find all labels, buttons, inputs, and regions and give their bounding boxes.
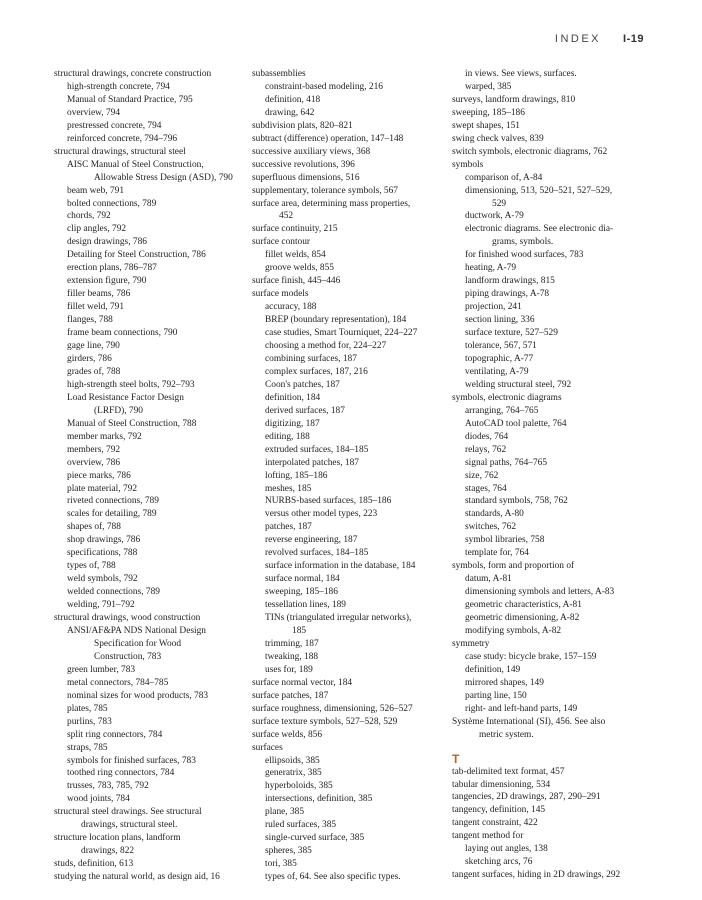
index-subentry: tessellation lines, 189 [265,600,346,611]
index-subentry: high-strength concrete, 794 [67,81,170,92]
index-subentry: AutoCAD tool palette, 764 [465,418,567,429]
index-subentry: sketching arcs, 76 [465,857,533,868]
index-column-1 [54,68,246,884]
index-subentry: choosing a method for, 224–227 [265,341,387,352]
index-entry: subtract (difference) operation, 147–148 [252,133,404,144]
index-subentry: plane, 385 [265,807,305,818]
index-subentry: definition, 418 [265,94,321,105]
index-subentry: Allowable Stress Design (ASD), 790 [94,172,233,183]
index-subentry: revolved surfaces, 184–185 [265,548,369,559]
index-subentry: trimming, 187 [265,638,319,649]
index-subentry: ANSI/AF&PA NDS National Design [67,625,206,636]
index-entry: subdivision plats, 820–821 [252,120,353,131]
index-subentry: grams, symbols. [492,237,554,248]
index-subentry: standard symbols, 758, 762 [465,496,568,507]
index-subentry: topographic, A-77 [465,353,534,364]
index-entry: structure location plans, landform [54,833,181,844]
section-letter: T [452,751,460,766]
index-subentry: Manual of Standard Practice, 795 [67,94,193,105]
index-subentry: beam web, 791 [67,185,125,196]
index-entry: tangency, definition, 145 [452,805,546,816]
index-subentry: single-curved surface, 385 [265,833,365,844]
index-subentry: piece marks, 786 [67,470,131,481]
index-subentry: laying out angles, 138 [465,844,548,855]
index-subentry: specifications, 788 [67,548,138,559]
index-entry: surface contour [252,237,311,248]
index-subentry: lofting, 185–186 [265,470,328,481]
index-subentry: landform drawings, 815 [465,276,555,287]
index-subentry: ventilating, A-79 [465,366,529,377]
index-subentry: digitizing, 187 [265,418,320,429]
index-subentry: overview, 794 [67,107,121,118]
index-entry: tab-delimited text format, 457 [452,766,565,777]
index-subentry: toothed ring connectors, 784 [67,768,175,779]
index-subentry: fillet weld, 791 [67,302,125,313]
index-subentry: member marks, 792 [67,431,142,442]
index-subentry: straps, 785 [67,742,108,753]
index-subentry: geometric dimensioning, A-82 [465,613,580,624]
index-subentry: spheres, 385 [265,846,312,857]
index-subentry: flanges, 788 [67,315,113,326]
index-subentry: hyperboloids, 385 [265,781,333,792]
index-subentry: surface information in the database, 184 [265,561,416,572]
index-entry: structural drawings, concrete construction [54,69,212,79]
index-subentry: mirrored shapes, 149 [465,677,544,688]
index-subentry: parting line, 150 [465,690,527,701]
index-subentry: plate material, 792 [67,483,138,494]
index-subentry: case studies, Smart Tourniquet, 224–227 [265,328,418,339]
index-subentry: NURBS-based surfaces, 185–186 [265,496,392,507]
index-entry: surface area, determining mass properties, [252,198,411,209]
index-subentry: diodes, 764 [465,431,509,442]
index-subentry: Load Resistance Factor Design [67,392,184,403]
index-column-2 [252,68,448,884]
index-subentry: scales for detailing, 789 [67,509,157,520]
index-subentry: drawings, 822 [81,846,135,857]
index-subentry: patches, 187 [265,522,312,533]
index-subentry: members, 792 [67,444,121,455]
index-subentry: bolted connections, 789 [67,198,157,209]
index-subentry: standards, A-80 [465,509,524,520]
index-subentry: metal connectors, 784–785 [67,677,169,688]
index-subentry: design drawings, 786 [67,237,147,248]
index-subentry: surface texture, 527–529 [465,328,558,339]
index-column-3 [452,68,652,882]
index-subentry: dimensioning symbols and letters, A-83 [465,587,615,598]
index-subentry: wood joints, 784 [67,794,130,805]
index-subentry: electronic diagrams. See electronic dia- [465,224,614,235]
index-subentry: warped, 385 [465,81,512,92]
index-subentry: types of, 64. See also specific types. [265,872,401,883]
index-subentry: groove welds, 855 [265,263,334,274]
index-entry: surface roughness, dimensioning, 526–527 [252,703,413,714]
index-subentry: filler beams, 786 [67,289,131,300]
index-entry: surface patches, 187 [252,690,329,701]
index-entry: surface texture symbols, 527–528, 529 [252,716,398,727]
index-subentry: reinforced concrete, 794–796 [67,133,178,144]
index-subentry: interpolated patches, 187 [265,457,359,468]
index-entry: Système International (SI), 456. See also [452,716,606,727]
index-subentry: grades of, 788 [67,366,121,377]
index-subentry: Coon's patches, 187 [265,379,340,390]
header-title: INDEX [554,33,602,45]
index-entry: tangent surfaces, hiding in 2D drawings, 292 [452,870,621,881]
index-subentry: uses for, 189 [265,664,313,675]
index-entry: switch symbols, electronic diagrams, 762 [452,146,608,157]
index-entry: supplementary, tolerance symbols, 567 [252,185,398,196]
index-subentry: in views. See views, surfaces. [465,69,577,79]
index-subentry: Detailing for Steel Construction, 786 [67,250,206,261]
index-subentry: 452 [279,211,294,222]
index-subentry: piping drawings, A-78 [465,289,550,300]
index-subentry: trusses, 783, 785, 792 [67,781,149,792]
index-subentry: welding structural steel, 792 [465,379,572,390]
index-subentry: template for, 764 [465,548,529,559]
index-subentry: arranging, 764–765 [465,405,539,416]
index-subentry: Specification for Wood [94,638,182,649]
index-subentry: heating, A-79 [465,263,517,274]
index-entry: surveys, landform drawings, 810 [452,94,576,105]
index-entry: tangencies, 2D drawings, 287, 290–291 [452,792,601,803]
index-entry: structural drawings, wood construction [54,613,201,624]
index-entry: surfaces [252,742,283,753]
index-subentry: AISC Manual of Steel Construction, [67,159,204,170]
index-subentry: green lumber, 783 [67,664,136,675]
index-subentry: dimensioning, 513, 520–521, 527–529, [465,185,613,196]
index-entry: surface continuity, 215 [252,224,338,235]
index-subentry: sweeping, 185–186 [265,587,338,598]
index-subentry: overview, 786 [67,457,121,468]
index-subentry: welding, 791–792 [67,600,135,611]
index-subentry: constraint-based modeling, 216 [265,81,383,92]
index-subentry: metric system. [479,729,534,740]
index-subentry: stages, 764 [465,483,507,494]
index-subentry: Manual of Steel Construction, 788 [67,418,197,429]
index-entry: studying the natural world, as design aid, 16 [54,872,220,883]
index-subentry: 529 [492,198,507,209]
index-subentry: weld symbols, 792 [67,574,138,585]
index-subentry: generatrix, 385 [265,768,322,779]
index-subentry: girders, 786 [67,353,112,364]
index-subentry: case study: bicycle brake, 157–159 [465,651,597,662]
index-subentry: ductwork, A-79 [465,211,524,222]
index-subentry: versus other model types, 223 [265,509,378,520]
index-subentry: extension figure, 790 [67,276,147,287]
index-subentry: symbol libraries, 758 [465,535,545,546]
index-subentry: frame beam connections, 790 [67,328,178,339]
index-entry: tabular dimensioning, 534 [452,779,551,790]
index-subentry: tweaking, 188 [265,651,319,662]
index-subentry: editing, 188 [265,431,310,442]
index-subentry: riveted connections, 789 [67,496,159,507]
index-entry: successive revolutions, 396 [252,159,355,170]
index-subentry: welded connections, 789 [67,587,160,598]
index-subentry: complex surfaces, 187, 216 [265,366,368,377]
index-subentry: for finished wood surfaces, 783 [465,250,584,261]
index-subentry: symbols for finished surfaces, 783 [67,755,196,766]
index-subentry: nominal sizes for wood products, 783 [67,690,209,701]
index-subentry: definition, 184 [265,392,321,403]
running-header [555,33,644,45]
index-subentry: TINs (triangulated irregular networks), [265,613,412,624]
index-subentry: tori, 385 [265,859,297,870]
index-subentry: prestressed concrete, 794 [67,120,162,131]
index-subentry: drawing, 642 [265,107,315,118]
index-subentry: (LRFD), 790 [94,405,143,416]
index-subentry: types of, 788 [67,561,116,572]
index-subentry: drawings, structural steel. [81,820,178,831]
index-entry: swing check valves, 839 [452,133,544,144]
index-entry: sweeping, 185–186 [452,107,525,118]
index-subentry: extruded surfaces, 184–185 [265,444,369,455]
index-entry: swept shapes, 151 [452,120,520,131]
index-subentry: definition, 149 [465,664,521,675]
index-subentry: switches, 762 [465,522,517,533]
index-subentry: erection plans, 786–787 [67,263,157,274]
index-subentry: projection, 241 [465,302,522,313]
index-subentry: ruled surfaces, 385 [265,820,337,831]
index-entry: structural steel drawings. See structural [54,807,202,818]
index-subentry: signal paths, 764–765 [465,457,548,468]
index-subentry: Construction, 783 [94,651,162,662]
index-subentry: reverse engineering, 187 [265,535,358,546]
index-entry: structural drawings, structural steel [54,146,186,157]
index-entry: symmetry [452,638,490,649]
index-subentry: derived surfaces, 187 [265,405,345,416]
index-entry: successive auxiliary views, 368 [252,146,371,157]
index-subentry: accuracy, 188 [265,302,317,313]
index-subentry: meshes, 185 [265,483,312,494]
index-subentry: high-strength steel bolts, 792–793 [67,379,195,390]
index-subentry: BREP (boundary representation), 184 [265,315,407,326]
index-entry: symbols, form and proportion of [452,561,575,572]
index-entry: tangent constraint, 422 [452,818,538,829]
index-entry: surface normal vector, 184 [252,677,353,688]
index-entry: surface welds, 856 [252,729,323,740]
index-subentry: datum, A-81 [465,574,512,585]
index-subentry: ellipsoids, 385 [265,755,320,766]
index-subentry: modifying symbols, A-82 [465,625,562,636]
index-entry: surface models [252,289,309,300]
index-entry: studs, definition, 613 [54,859,134,870]
index-subentry: right- and left-hand parts, 149 [465,703,578,714]
index-subentry: tolerance, 567, 571 [465,341,537,352]
index-entry: surface finish, 445–446 [252,276,341,287]
index-subentry: fillet welds, 854 [265,250,326,261]
index-subentry: shop drawings, 786 [67,535,141,546]
index-subentry: shapes of, 788 [67,522,121,533]
index-entry: symbols, electronic diagrams [452,392,562,403]
index-subentry: 185 [292,625,307,636]
index-subentry: comparison of, A-84 [465,172,543,183]
index-subentry: split ring connectors, 784 [67,729,163,740]
index-entry: superfluous dimensions, 516 [252,172,360,183]
index-subentry: chords, 792 [67,211,111,222]
index-subentry: plates, 785 [67,703,108,714]
index-subentry: gage line, 790 [67,341,120,352]
index-subentry: size, 762 [465,470,499,481]
index-subentry: geometric characteristics, A-81 [465,600,582,611]
index-subentry: section lining, 336 [465,315,535,326]
index-subentry: purlins, 783 [67,716,112,727]
index-subentry: clip angles, 792 [67,224,127,235]
index-subentry: combining surfaces, 187 [265,353,357,364]
index-subentry: relays, 762 [465,444,507,455]
index-entry: tangent method for [452,831,524,842]
index-entry: subassemblies [252,69,306,79]
index-subentry: intersections, definition, 385 [265,794,373,805]
page-number: I-19 [623,33,644,45]
index-entry: symbols [452,159,484,170]
index-subentry: surface normal, 184 [265,574,340,585]
